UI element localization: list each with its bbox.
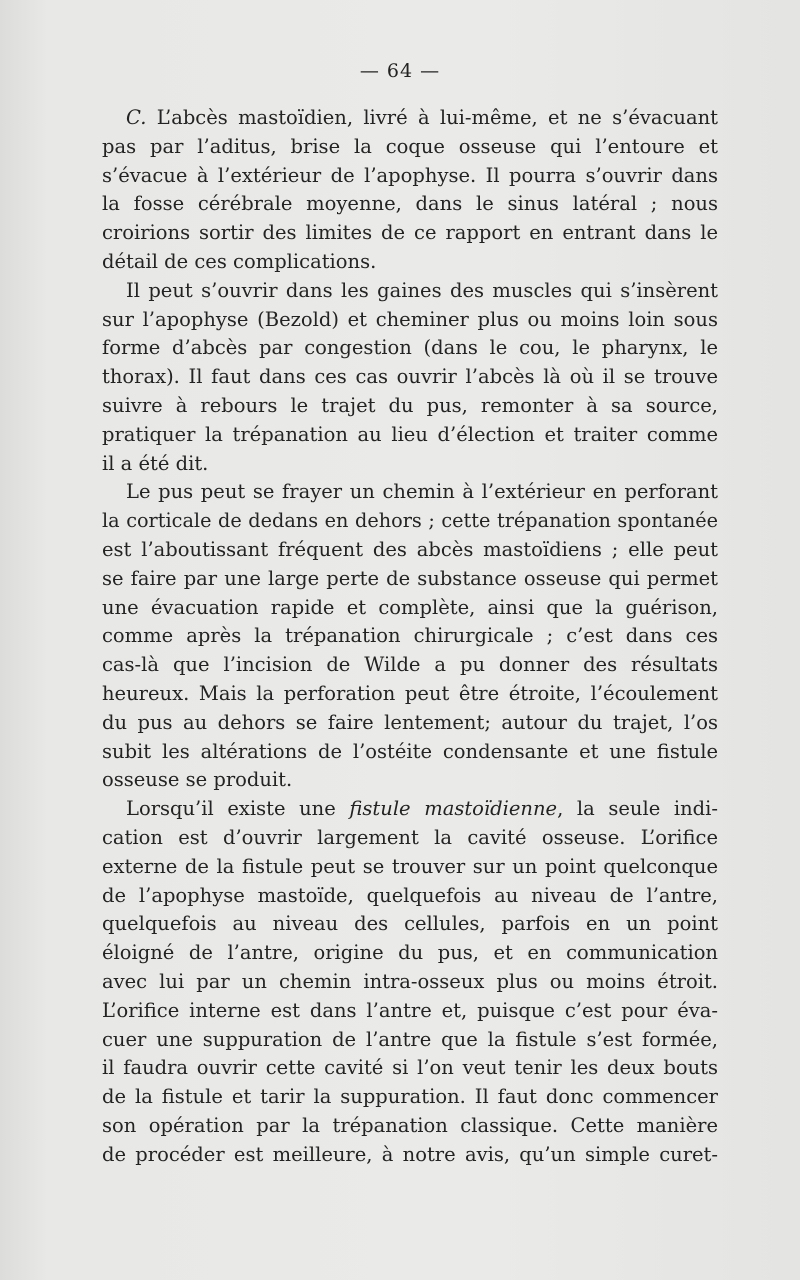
text-line bbox=[102, 622, 718, 651]
text-run: il faudra ouvrir cette cavité si l’on veut tenir les deux bouts bbox=[102, 1056, 718, 1080]
text-run: quelquefois au niveau des cellules, parfois en un point bbox=[102, 912, 718, 936]
text-line bbox=[102, 277, 718, 306]
text-run: de procéder est meilleure, à notre avis, qu’un simple curet- bbox=[102, 1142, 718, 1166]
text-line bbox=[102, 219, 718, 248]
text-line bbox=[102, 594, 718, 623]
text-run: thorax). Il faut dans ces cas ouvrir l’abcès là où il se trouve bbox=[102, 365, 718, 389]
text-line bbox=[102, 334, 718, 363]
text-run: , la seule indi- bbox=[557, 797, 718, 821]
text-run: pas par l’aditus, brise la coque osseuse qui l’entoure et bbox=[102, 134, 718, 158]
text-run: L’orifice interne est dans l’antre et, puisque c’est pour éva- bbox=[102, 998, 718, 1022]
text-run: la fosse cérébrale moyenne, dans le sinus latéral ; nous bbox=[102, 192, 718, 216]
text-line bbox=[102, 1054, 718, 1083]
text-run: une évacuation rapide et complète, ainsi que la guérison, bbox=[102, 595, 718, 619]
text-line bbox=[102, 651, 718, 680]
text-run: cation est d’ouvrir largement la cavité osseuse. L’orifice bbox=[102, 825, 718, 849]
text-run: détail de ces complications. bbox=[102, 249, 377, 273]
text-line bbox=[102, 910, 718, 939]
text-line bbox=[102, 766, 718, 795]
text-line bbox=[102, 565, 718, 594]
text-line bbox=[102, 997, 718, 1026]
text-line bbox=[102, 795, 718, 824]
text-run: la corticale de dedans en dehors ; cette trépanation spontanée bbox=[102, 509, 718, 533]
text-run: éloigné de l’antre, origine du pus, et en communication bbox=[102, 941, 718, 965]
text-line bbox=[102, 1026, 718, 1055]
text-line bbox=[102, 392, 718, 421]
text-line bbox=[102, 450, 718, 479]
text-run: du pus au dehors se faire lentement; autour du trajet, l’os bbox=[102, 710, 718, 734]
text-line bbox=[102, 162, 718, 191]
text-line bbox=[102, 939, 718, 968]
text-line bbox=[102, 680, 718, 709]
text-run: son opération par la trépanation classique. Cette manière bbox=[102, 1113, 718, 1137]
text-run: de la fistule et tarir la suppuration. Il faut donc commencer bbox=[102, 1085, 718, 1109]
text-run: Lorsqu’il existe une bbox=[126, 797, 350, 821]
text-run: sur l’apophyse (Bezold) et cheminer plus ou moins loin sous bbox=[102, 307, 718, 331]
text-line bbox=[102, 363, 718, 392]
text-run: suivre à rebours le trajet du pus, remonter à sa source, bbox=[102, 393, 718, 417]
text-run: heureux. Mais la perforation peut être étroite, l’écoulement bbox=[102, 681, 718, 705]
text-run: pratiquer la trépanation au lieu d’élection et traiter comme bbox=[102, 422, 718, 446]
text-run: est l’aboutissant fréquent des abcès mastoïdiens ; elle peut bbox=[102, 537, 718, 561]
text-line bbox=[102, 536, 718, 565]
text-run: croirions sortir des limites de ce rapport en entrant dans le bbox=[102, 221, 718, 245]
text-run: cuer une suppuration de l’antre que la fistule s’est formée, bbox=[102, 1027, 718, 1051]
text-run: il a été dit. bbox=[102, 451, 209, 475]
text-line bbox=[102, 1083, 718, 1112]
text-run: se faire par une large perte de substance osseuse qui permet bbox=[102, 566, 718, 590]
text-run: de l’apophyse mastoïde, quelquefois au niveau de l’antre, bbox=[102, 883, 718, 907]
text-line bbox=[102, 824, 718, 853]
text-line bbox=[102, 104, 718, 133]
text-line bbox=[102, 190, 718, 219]
text-run: Il peut s’ouvrir dans les gaines des muscles qui s’insèrent bbox=[126, 278, 718, 302]
text-run: subit les altérations de l’ostéite condensante et une fistule bbox=[102, 739, 718, 763]
text-run: comme après la trépanation chirurgicale ; c’est dans ces bbox=[102, 624, 718, 648]
italic-text: C. bbox=[126, 106, 147, 129]
italic-text: fistule mastoïdienne bbox=[349, 797, 558, 821]
text-line bbox=[102, 248, 718, 277]
text-run: cas-là que l’incision de Wilde a pu donner des résultats bbox=[102, 653, 718, 677]
text-line bbox=[102, 421, 718, 450]
text-line bbox=[102, 968, 718, 997]
text-line bbox=[102, 306, 718, 335]
text-run: avec lui par un chemin intra-osseux plus ou moins étroit. bbox=[102, 969, 718, 993]
text-line bbox=[102, 1141, 718, 1170]
text-line bbox=[102, 133, 718, 162]
text-line bbox=[102, 507, 718, 536]
text-run: L’abcès mastoïdien, livré à lui-même, et ne s’évacuant bbox=[146, 106, 718, 129]
text-run: s’évacue à l’extérieur de l’apophyse. Il pourra s’ouvrir dans bbox=[102, 163, 718, 187]
text-line bbox=[102, 478, 718, 507]
text-run: Le pus peut se frayer un chemin à l’extérieur en perforant bbox=[126, 480, 718, 504]
page-number: — 64 — bbox=[359, 60, 441, 82]
text-line bbox=[102, 882, 718, 911]
text-line bbox=[102, 738, 718, 767]
text-line bbox=[102, 709, 718, 738]
text-line bbox=[102, 1112, 718, 1141]
text-run: externe de la fistule peut se trouver sur un point quelconque bbox=[102, 854, 718, 878]
text-run: osseuse se produit. bbox=[102, 768, 293, 792]
body-text bbox=[102, 104, 718, 1169]
text-line bbox=[102, 853, 718, 882]
text-run: forme d’abcès par congestion (dans le cou, le pharynx, le bbox=[102, 336, 718, 360]
